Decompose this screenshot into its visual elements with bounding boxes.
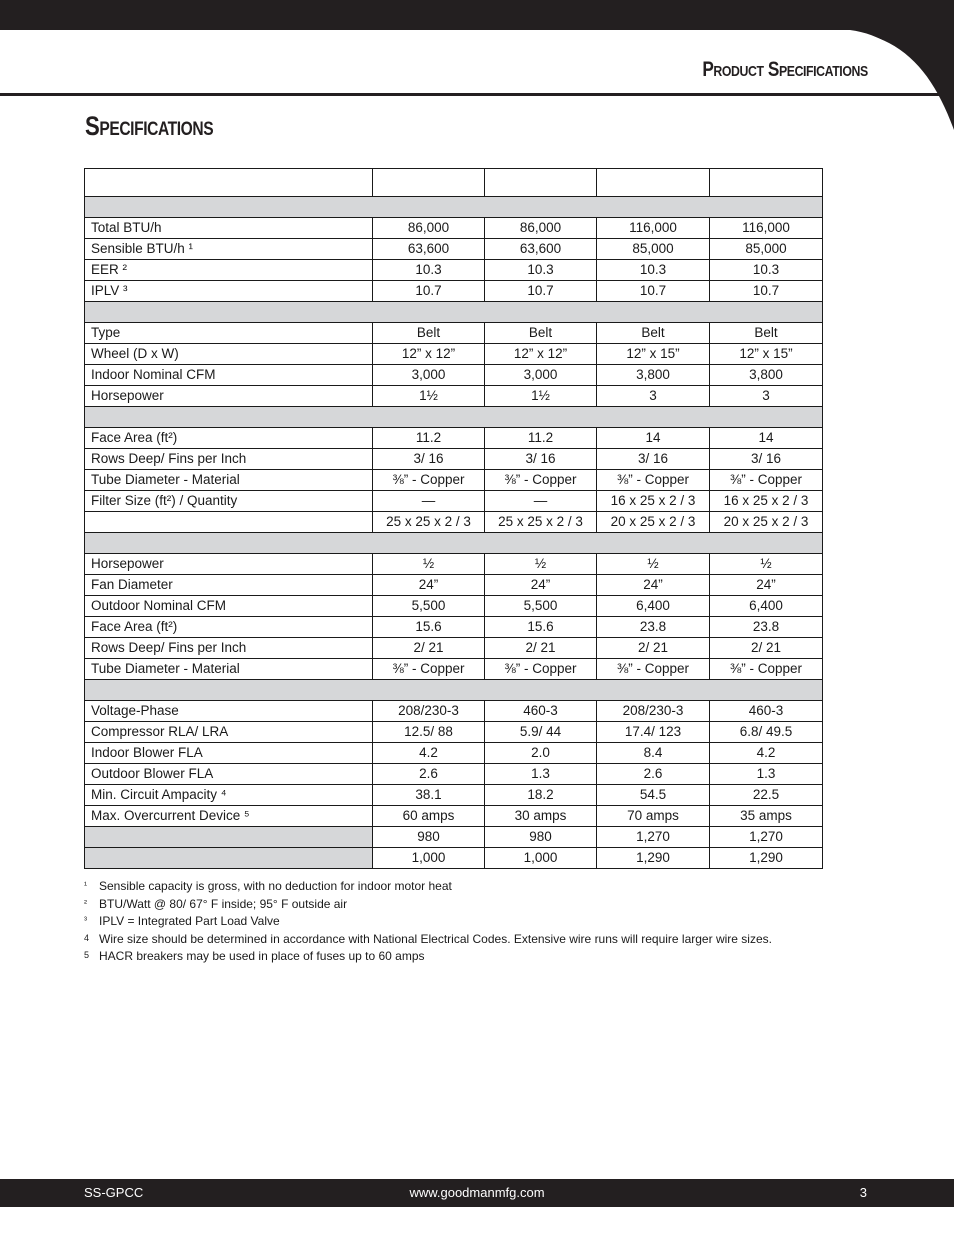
- table-cell: ½: [597, 554, 710, 575]
- table-cell: 16 x 25 x 2 / 3: [597, 491, 710, 512]
- table-cell: 60 amps: [373, 806, 485, 827]
- section-header-cell: [85, 302, 823, 323]
- table-cell: —: [373, 491, 485, 512]
- table-cell: 35 amps: [710, 806, 823, 827]
- table-cell: 12” x 12”: [485, 344, 597, 365]
- row-label: Filter Size (ft²) / Quantity: [85, 491, 373, 512]
- specifications-table: [84, 168, 823, 869]
- header-cell: [710, 169, 823, 197]
- table-cell: 5,500: [485, 596, 597, 617]
- header-cell: [85, 169, 373, 197]
- table-cell: 24”: [597, 575, 710, 596]
- table-row: [85, 449, 823, 470]
- table-row: [85, 659, 823, 680]
- table-row: [85, 575, 823, 596]
- table-cell: 25 x 25 x 2 / 3: [373, 512, 485, 533]
- table-cell: 2.6: [373, 764, 485, 785]
- header-cell: [597, 169, 710, 197]
- table-cell: Belt: [710, 323, 823, 344]
- table-row: [85, 260, 823, 281]
- table-header-row: [85, 169, 823, 197]
- row-label: Face Area (ft²): [85, 428, 373, 449]
- table-cell: 4.2: [373, 743, 485, 764]
- table-cell: 3: [597, 386, 710, 407]
- footnote-marker: 5: [84, 950, 90, 960]
- table-cell: 3/ 16: [710, 449, 823, 470]
- table-cell: 38.1: [373, 785, 485, 806]
- table-cell: 116,000: [710, 218, 823, 239]
- table-row: [85, 491, 823, 512]
- footnote-text: Wire size should be determined in accordance with National Electrical Codes. Extensive wire runs will require larger wire sizes.: [99, 931, 772, 946]
- table-cell: 24”: [710, 575, 823, 596]
- table-cell: 14: [710, 428, 823, 449]
- row-label: Compressor RLA/ LRA: [85, 722, 373, 743]
- table-cell: 54.5: [597, 785, 710, 806]
- row-label: [85, 848, 373, 869]
- table-cell: 10.3: [373, 260, 485, 281]
- section-header-cell: [85, 680, 823, 701]
- table-cell: ½: [373, 554, 485, 575]
- table-cell: ⅜” - Copper: [485, 659, 597, 680]
- footnote: [84, 948, 772, 966]
- table-cell: 24”: [373, 575, 485, 596]
- table-cell: 63,600: [373, 239, 485, 260]
- row-label: Tube Diameter - Material: [85, 470, 373, 491]
- row-label: Voltage-Phase: [85, 701, 373, 722]
- table-row: [85, 638, 823, 659]
- table-cell: 12.5/ 88: [373, 722, 485, 743]
- table-cell: 6,400: [710, 596, 823, 617]
- row-label: IPLV ³: [85, 281, 373, 302]
- table-row: [85, 365, 823, 386]
- table-cell: 10.3: [597, 260, 710, 281]
- table-cell: 1,290: [710, 848, 823, 869]
- section-header-row: [85, 680, 823, 701]
- table-cell: 980: [373, 827, 485, 848]
- section-header-title: Product Specifications: [702, 58, 868, 81]
- table-cell: 3/ 16: [373, 449, 485, 470]
- footnote-marker: ³: [84, 915, 87, 925]
- table-cell: 10.7: [485, 281, 597, 302]
- table-cell: 10.3: [485, 260, 597, 281]
- table-cell: 2/ 21: [373, 638, 485, 659]
- row-label: Fan Diameter: [85, 575, 373, 596]
- table-cell: 1.3: [710, 764, 823, 785]
- row-label: Horsepower: [85, 386, 373, 407]
- table-cell: 20 x 25 x 2 / 3: [710, 512, 823, 533]
- table-cell: 1,000: [485, 848, 597, 869]
- table-cell: 980: [485, 827, 597, 848]
- table-cell: 12” x 12”: [373, 344, 485, 365]
- table-cell: 6.8/ 49.5: [710, 722, 823, 743]
- table-cell: 460-3: [710, 701, 823, 722]
- row-label: Sensible BTU/h ¹: [85, 239, 373, 260]
- table-cell: 10.7: [710, 281, 823, 302]
- table-cell: 5.9/ 44: [485, 722, 597, 743]
- table-cell: 116,000: [597, 218, 710, 239]
- table-row: [85, 596, 823, 617]
- table-cell: 208/230-3: [373, 701, 485, 722]
- table-cell: 1½: [373, 386, 485, 407]
- footnote: [84, 878, 772, 896]
- footnote-marker: ²: [84, 897, 87, 908]
- table-cell: 8.4: [597, 743, 710, 764]
- footnote-text: HACR breakers may be used in place of fuses up to 60 amps: [99, 949, 425, 963]
- row-label: Indoor Nominal CFM: [85, 365, 373, 386]
- table-cell: 1,290: [597, 848, 710, 869]
- table-row: [85, 554, 823, 575]
- table-cell: 17.4/ 123: [597, 722, 710, 743]
- section-header-row: [85, 197, 823, 218]
- table-cell: ⅜” - Copper: [597, 470, 710, 491]
- table-cell: —: [485, 491, 597, 512]
- table-cell: 20 x 25 x 2 / 3: [597, 512, 710, 533]
- table-cell: 3,000: [485, 365, 597, 386]
- table-cell: Belt: [597, 323, 710, 344]
- table-cell: 2/ 21: [597, 638, 710, 659]
- table-row: [85, 806, 823, 827]
- table-cell: 10.7: [597, 281, 710, 302]
- table-cell: 86,000: [485, 218, 597, 239]
- table-row: [85, 827, 823, 848]
- section-header-cell: [85, 533, 823, 554]
- table-cell: 25 x 25 x 2 / 3: [485, 512, 597, 533]
- section-header-row: [85, 407, 823, 428]
- table-row: [85, 344, 823, 365]
- table-cell: 3,800: [597, 365, 710, 386]
- table-cell: 10.7: [373, 281, 485, 302]
- section-header-row: [85, 533, 823, 554]
- table-cell: 3,800: [710, 365, 823, 386]
- footnote: [84, 896, 772, 914]
- table-row: [85, 281, 823, 302]
- table-row: [85, 764, 823, 785]
- table-cell: ⅜” - Copper: [710, 659, 823, 680]
- table-cell: 15.6: [373, 617, 485, 638]
- table-row: [85, 323, 823, 344]
- table-cell: 23.8: [597, 617, 710, 638]
- table-row: [85, 617, 823, 638]
- row-label: Horsepower: [85, 554, 373, 575]
- footnote-text: Sensible capacity is gross, with no deduction for indoor motor heat: [99, 879, 452, 893]
- table-cell: ⅜” - Copper: [710, 470, 823, 491]
- table-cell: 18.2: [485, 785, 597, 806]
- footnote-marker: ¹: [84, 880, 87, 890]
- page-title: Specifications: [85, 111, 214, 141]
- table-cell: 15.6: [485, 617, 597, 638]
- footnote: [84, 931, 772, 949]
- table-cell: 11.2: [373, 428, 485, 449]
- table-cell: 70 amps: [597, 806, 710, 827]
- table-cell: 16 x 25 x 2 / 3: [710, 491, 823, 512]
- footer-document-code: SS-GPCC: [84, 1185, 144, 1200]
- table-cell: 12” x 15”: [597, 344, 710, 365]
- table-cell: 2.0: [485, 743, 597, 764]
- table-cell: 11.2: [485, 428, 597, 449]
- footer-url: www.goodmanmfg.com: [409, 1185, 545, 1200]
- header-rule: [0, 93, 950, 96]
- table-cell: 1.3: [485, 764, 597, 785]
- table-cell: 85,000: [710, 239, 823, 260]
- table-cell: 30 amps: [485, 806, 597, 827]
- header-cell: [373, 169, 485, 197]
- table-row: [85, 701, 823, 722]
- table-cell: 12” x 15”: [710, 344, 823, 365]
- table-cell: 4.2: [710, 743, 823, 764]
- table-row: [85, 239, 823, 260]
- table-cell: 1,000: [373, 848, 485, 869]
- table-row: [85, 722, 823, 743]
- footnote-marker: 4: [84, 932, 90, 943]
- row-label: Wheel (D x W): [85, 344, 373, 365]
- row-label: Min. Circuit Ampacity ⁴: [85, 785, 373, 806]
- table-row: [85, 218, 823, 239]
- section-header-cell: [85, 407, 823, 428]
- table-cell: 3/ 16: [597, 449, 710, 470]
- table-row: [85, 785, 823, 806]
- row-label: Indoor Blower FLA: [85, 743, 373, 764]
- footnotes: [84, 878, 772, 966]
- row-label: Max. Overcurrent Device ⁵: [85, 806, 373, 827]
- section-header-cell: [85, 197, 823, 218]
- table-cell: 10.3: [710, 260, 823, 281]
- table-row: [85, 428, 823, 449]
- table-cell: 3: [710, 386, 823, 407]
- table-cell: ⅜” - Copper: [373, 659, 485, 680]
- table-cell: 2.6: [597, 764, 710, 785]
- header-cell: [485, 169, 597, 197]
- table-row: [85, 386, 823, 407]
- row-label: Type: [85, 323, 373, 344]
- table-cell: 5,500: [373, 596, 485, 617]
- row-label: Rows Deep/ Fins per Inch: [85, 449, 373, 470]
- table-cell: 22.5: [710, 785, 823, 806]
- row-label: Total BTU/h: [85, 218, 373, 239]
- row-label: EER ²: [85, 260, 373, 281]
- table-cell: 3,000: [373, 365, 485, 386]
- table-cell: 460-3: [485, 701, 597, 722]
- footer-page-number: 3: [859, 1185, 867, 1200]
- row-label: Outdoor Nominal CFM: [85, 596, 373, 617]
- table-row: [85, 512, 823, 533]
- row-label: Outdoor Blower FLA: [85, 764, 373, 785]
- table-cell: 23.8: [710, 617, 823, 638]
- table-cell: 2/ 21: [485, 638, 597, 659]
- table-cell: Belt: [373, 323, 485, 344]
- table-row: [85, 743, 823, 764]
- table-cell: 6,400: [597, 596, 710, 617]
- table-row: [85, 470, 823, 491]
- table-cell: 1,270: [710, 827, 823, 848]
- table-cell: 208/230-3: [597, 701, 710, 722]
- table-cell: 1,270: [597, 827, 710, 848]
- footnote: [84, 913, 772, 931]
- table-cell: 14: [597, 428, 710, 449]
- table-cell: 63,600: [485, 239, 597, 260]
- table-cell: 3/ 16: [485, 449, 597, 470]
- table-cell: 2/ 21: [710, 638, 823, 659]
- table-cell: ⅜” - Copper: [597, 659, 710, 680]
- page-footer: [0, 1179, 954, 1207]
- row-label: [85, 512, 373, 533]
- footnote-text: BTU/Watt @ 80/ 67° F inside; 95° F outside air: [99, 896, 348, 911]
- row-label: Rows Deep/ Fins per Inch: [85, 638, 373, 659]
- footnote-text: IPLV = Integrated Part Load Valve: [99, 914, 280, 928]
- section-header-row: [85, 302, 823, 323]
- table-cell: ⅜” - Copper: [485, 470, 597, 491]
- table-cell: 24”: [485, 575, 597, 596]
- table-row: [85, 848, 823, 869]
- row-label: Tube Diameter - Material: [85, 659, 373, 680]
- table-cell: ½: [710, 554, 823, 575]
- row-label: Face Area (ft²): [85, 617, 373, 638]
- table-cell: ⅜” - Copper: [373, 470, 485, 491]
- table-cell: Belt: [485, 323, 597, 344]
- table-cell: 86,000: [373, 218, 485, 239]
- table-cell: 85,000: [597, 239, 710, 260]
- row-label: [85, 827, 373, 848]
- table-cell: ½: [485, 554, 597, 575]
- table-cell: 1½: [485, 386, 597, 407]
